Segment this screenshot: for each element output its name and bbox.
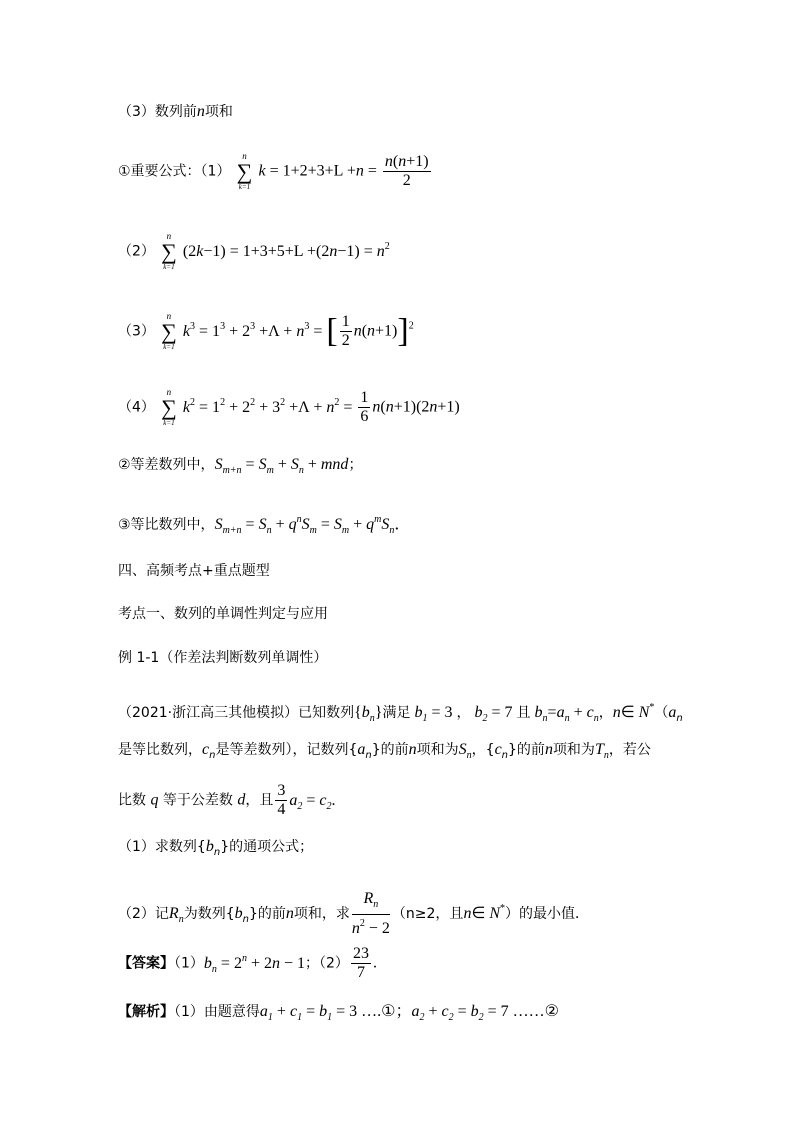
question-1: （1）求数列$\{b_n\}$的通项公式；	[118, 838, 314, 858]
analysis: 【解析】（1）由题意得$a_1 + c_1 = b_1 = 3$ ….①；$a_2 + c_2 = b_2 = 7$ ……②	[118, 1003, 560, 1023]
section-heading: （3）数列前n项和	[118, 103, 233, 120]
answer: 【答案】$(1)b_n = 2^n + 2n - 1$；（2） $\frac{23}{7}$ .	[118, 945, 377, 981]
formula-4: （4） n ∑ k=1 $k^2 = 1^2 + 2^2 + 3^2 +\Lambda + n^2$ = $\frac{1}{6}$ n(n+1)(2n+1)	[118, 387, 460, 427]
example-title: 例 1-1（作差法判断数列单调性）	[118, 650, 328, 666]
kaodian-1: 考点一、数列的单调性判定与应用	[118, 606, 328, 622]
problem-line-2: 是等比数列，$c_n$是等差数列），记数列$\{a_n\}$的前n项和为$S_n$，$\{c_n\}$的前n项和为$T_n$，若公	[118, 741, 651, 761]
problem-line-1: （2021·浙江高三其他模拟）已知数列$\{b_n\}$满足 $b_1 = 3$ ， $b_2 = 7$ 且 $b_n=a_n + c_n$，n∈ $N^*(a_n$	[118, 702, 683, 724]
formula-1-label: ①重要公式：（1）	[118, 163, 231, 180]
geometric-formula: ③等比数列中，$S_{m+n} = S_n + q^nS_m = S_m + q^mS_n$．	[118, 514, 411, 536]
part4-title: 四、高频考点+重点题型	[118, 563, 270, 579]
formula-2: （2） n ∑ k=1 $(2k-1) = 1+3+5+L +(2n-1) = n^2$	[118, 231, 390, 271]
arithmetic-formula: ②等差数列中，$S_{m+n} = S_m + S_n$ + mnd；	[118, 456, 363, 476]
question-2: （2）记$R_n$为数列$\{b_n\}$的前n项和，求 $\frac{R_n}{n^2 - 2}$ （n≥2，且n∈ N*）的最小值．	[118, 890, 590, 937]
formula-3: （3） n ∑ k=1 $k^3 = 1^3 + 2^3 +\Lambda + n^3$ = [ $\frac{1}{2}$ n(n+1)]$^2$	[118, 311, 414, 351]
problem-line-3: 比数 q 等于公差数 d，且 $\frac{3}{4}$ $a_2 = c_2$.	[118, 782, 336, 818]
formula-1: ①重要公式：（1） n ∑ k=1 k = 1+2+3+L +n = $\frac{n(n+1)}{2}$	[118, 151, 429, 191]
